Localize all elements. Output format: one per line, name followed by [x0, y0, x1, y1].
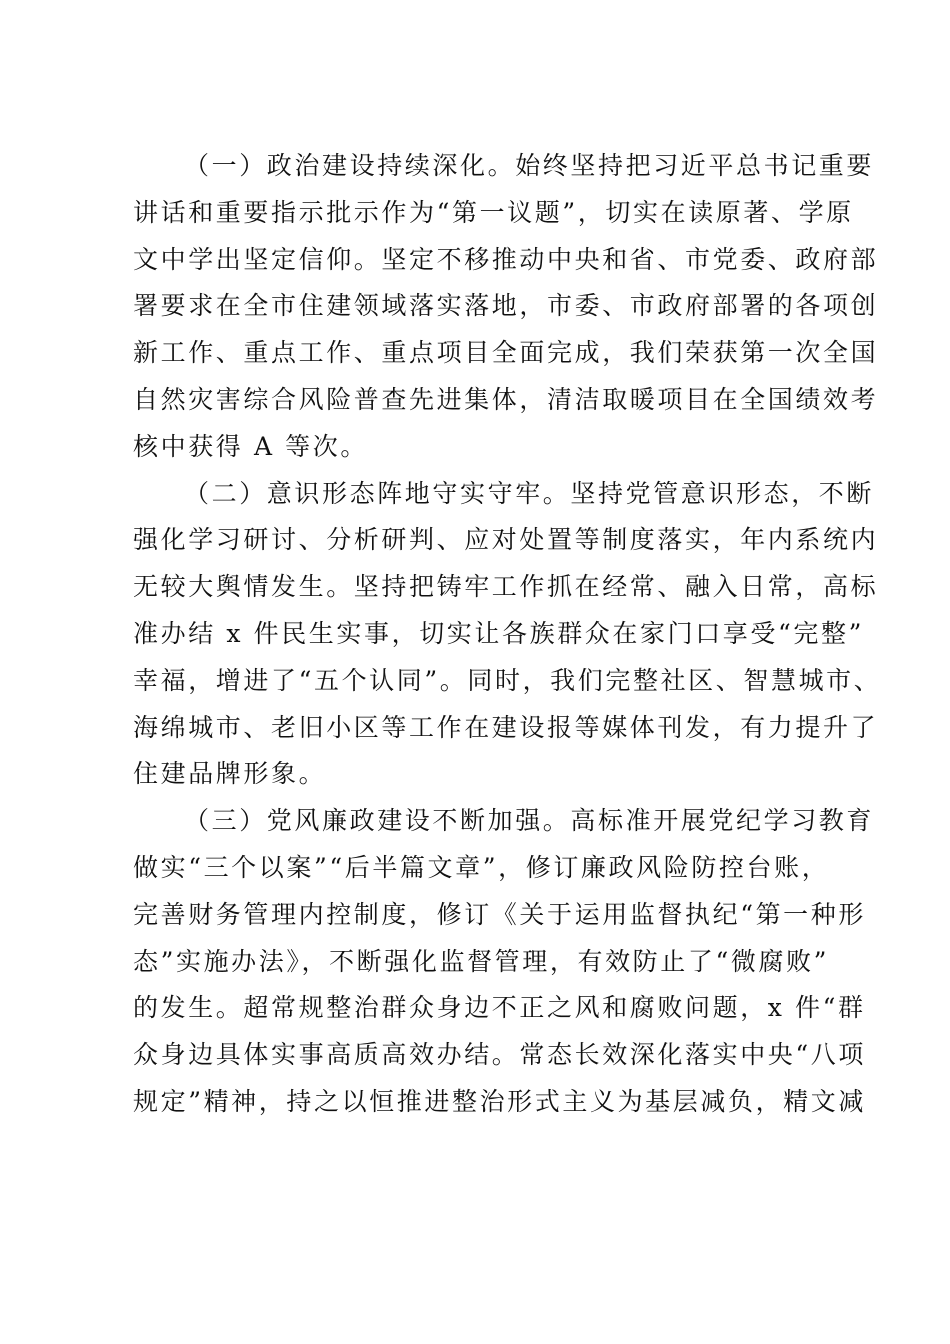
paragraph-integrity	[133, 798, 875, 1126]
text-line: 强化学习研讨、分析研判、应对处置等制度落实，年内系统内	[133, 525, 879, 555]
text-line: 规定”精神，持之以恒推进整治形式主义为基层减负，精文减	[133, 1086, 866, 1116]
text-line: 文中学出坚定信仰。坚定不移推动中央和省、市党委、政府部	[133, 244, 879, 274]
text-line: 核中获得 A 等次。	[133, 431, 368, 461]
text-line: 的发生。超常规整治群众身边不正之风和腐败问题，x 件“群	[133, 993, 866, 1023]
text-line: 做实“三个以案”“后半篇文章”，修订廉政风险防控台账，	[133, 852, 830, 882]
text-line: 海绵城市、老旧小区等工作在建设报等媒体刊发，有力提升了	[133, 712, 879, 742]
text-line: 众身边具体实事高质高效办结。常态长效深化落实中央“八项	[133, 1040, 866, 1070]
text-line: 新工作、重点工作、重点项目全面完成，我们荣获第一次全国	[133, 338, 879, 368]
text-line: 署要求在全市住建领域落实落地，市委、市政府部署的各项创	[133, 291, 879, 321]
text-line: （一）政治建设持续深化。始终坚持把习近平总书记重要	[184, 151, 875, 180]
text-line: 住建品牌形象。	[133, 759, 327, 789]
document-body	[133, 143, 882, 1126]
paragraph-political-construction	[133, 143, 879, 471]
paragraph-ideology	[133, 471, 882, 799]
text-line: 准办结 x 件民生实事，切实让各族群众在家门口享受“完整”	[133, 618, 864, 648]
text-line: 态”实施办法》，不断强化监督管理，有效防止了“微腐败”	[133, 946, 830, 976]
text-line: 无较大舆情发生。坚持把铸牢工作抓在经常、融入日常，高标	[133, 572, 879, 602]
text-line: 幸福，增进了“五个认同”。同时，我们完整社区、智慧城市、	[133, 665, 882, 695]
text-line: （二）意识形态阵地守实守牢。坚持党管意识形态，不断	[184, 478, 875, 508]
text-line: 完善财务管理内控制度，修订《关于运用监督执纪“第一种形	[133, 899, 866, 929]
text-line: 讲话和重要指示批示作为“第一议题”，切实在读原著、学原	[133, 197, 854, 227]
text-line: （三）党风廉政建设不断加强。高标准开展党纪学习教育	[184, 806, 875, 836]
text-line: 自然灾害综合风险普查先进集体，清洁取暖项目在全国绩效考	[133, 384, 879, 414]
